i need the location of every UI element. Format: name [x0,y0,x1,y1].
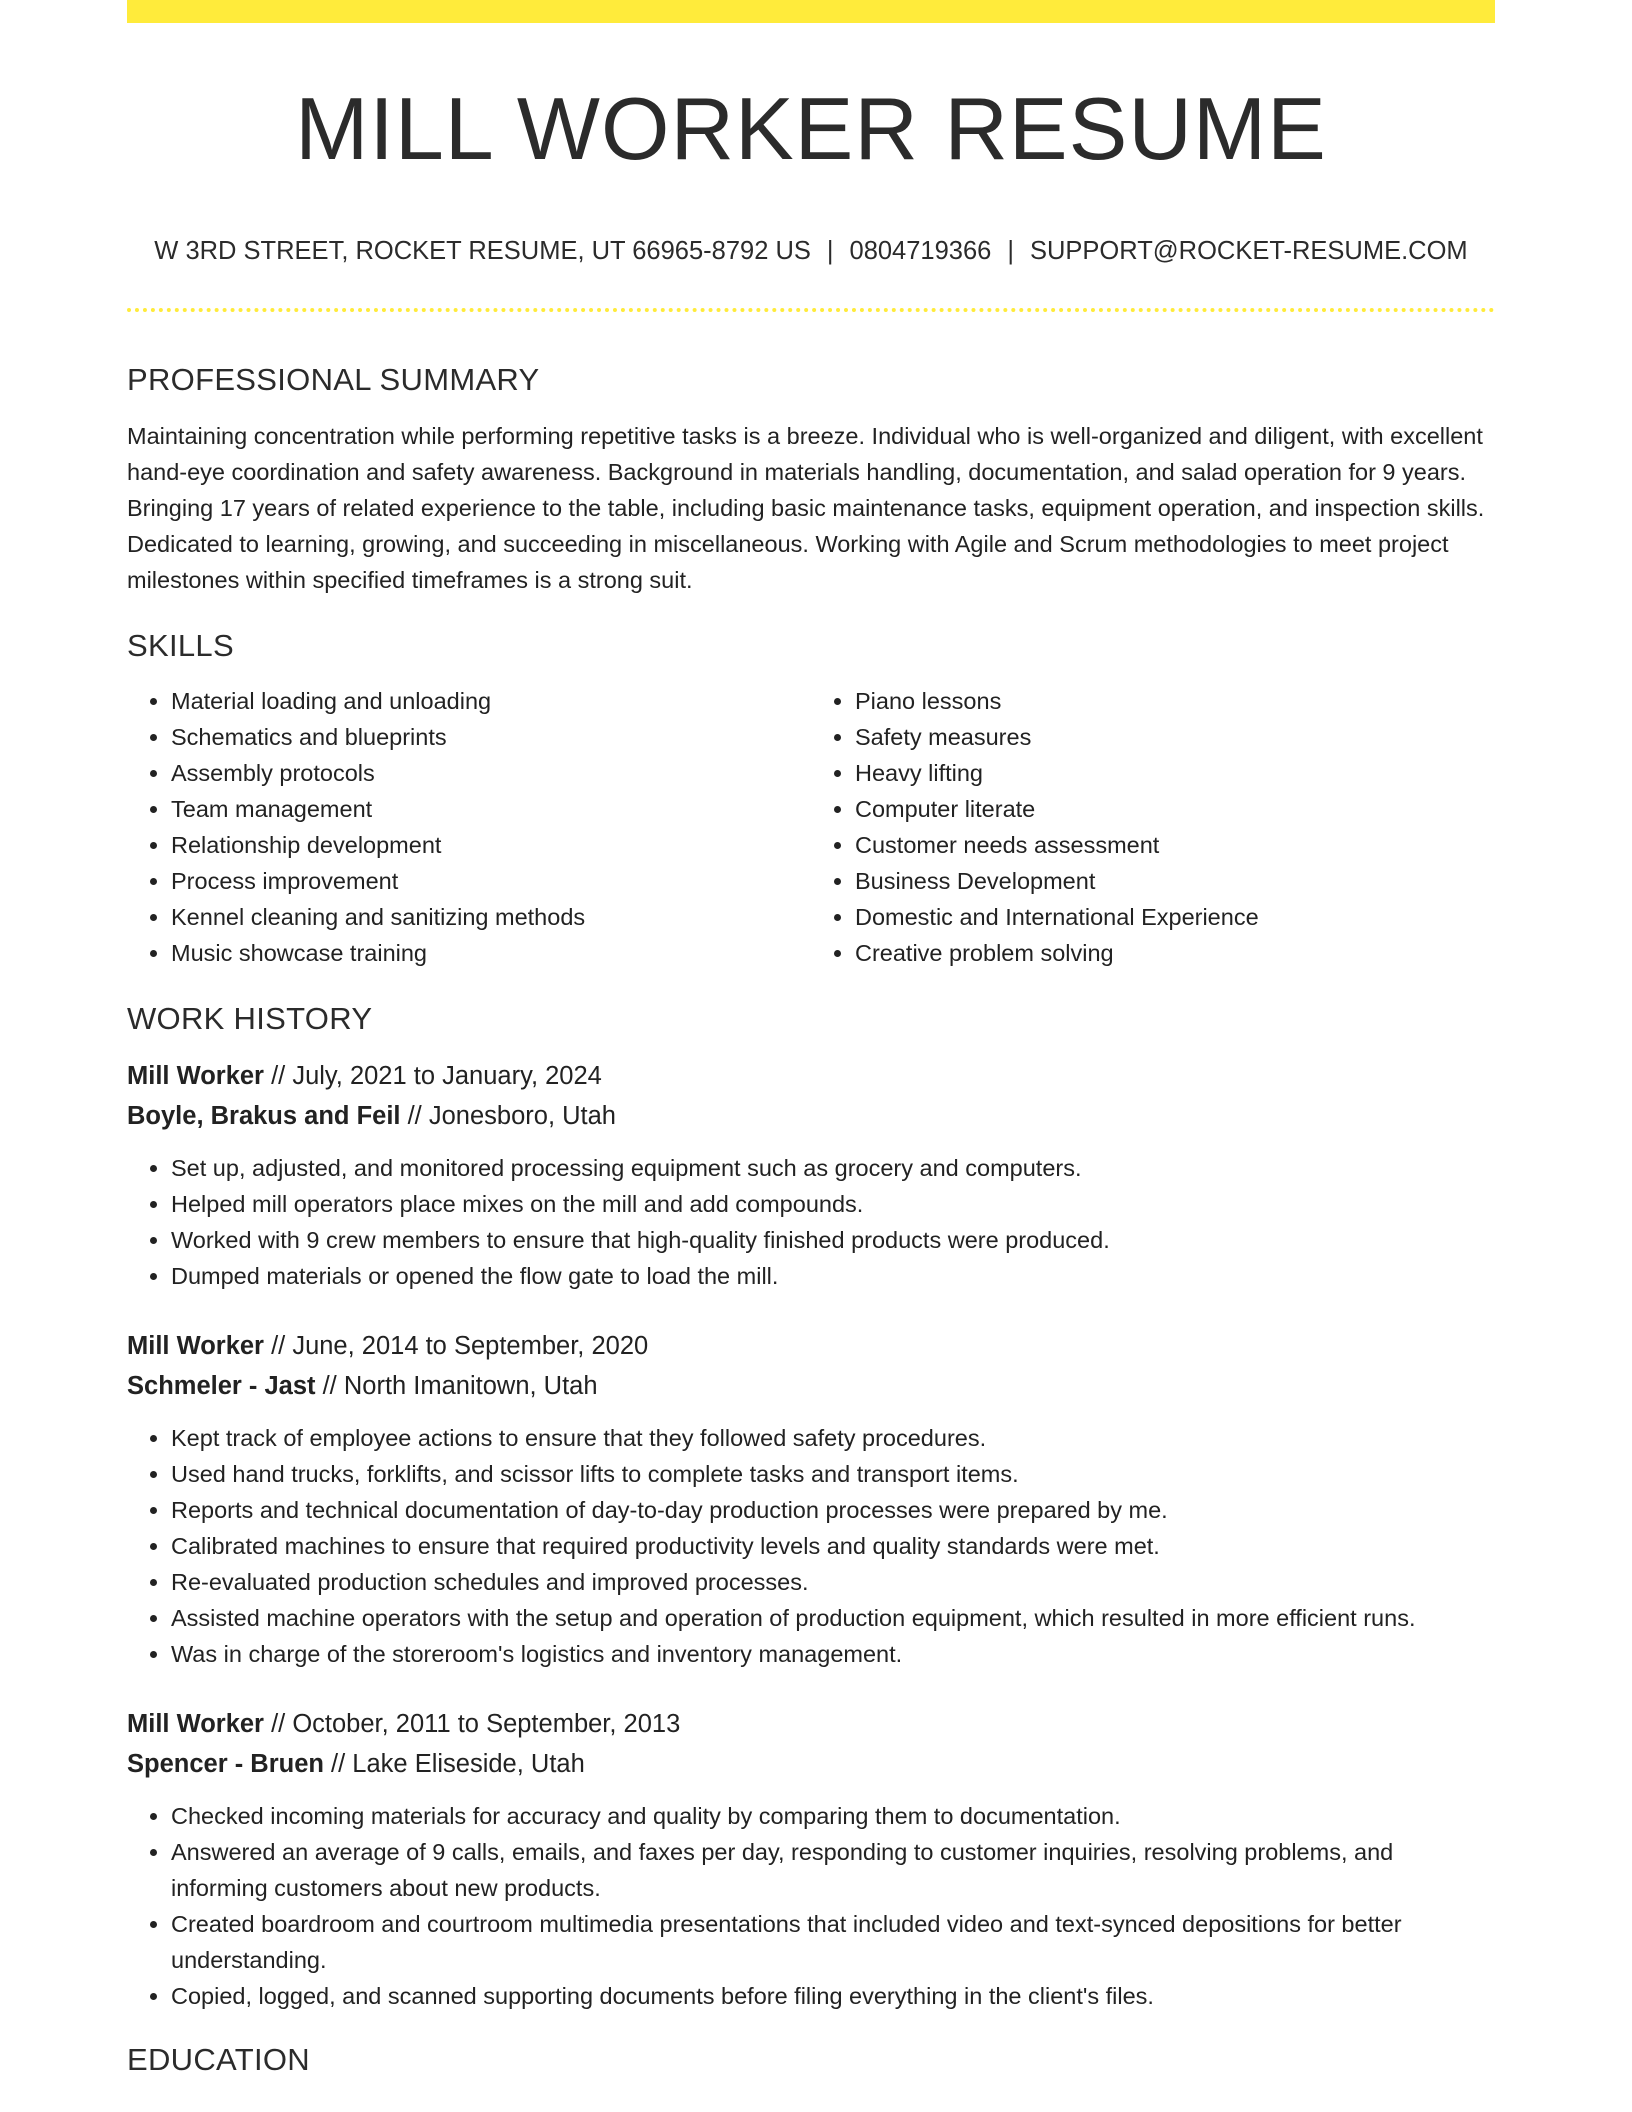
list-item: • Reports and technical documentation of day-to-day production processes were prepared by me. [171,1492,1495,1528]
list-item: • Material loading and unloading [171,683,811,719]
job-entry [127,1056,1495,1294]
list-item: • Used hand trucks, forklifts, and scissor lifts to complete tasks and transport items. [171,1456,1495,1492]
job-bullets [127,1150,1495,1294]
list-item: • Business Development [855,863,1495,899]
contact-separator: | [826,237,834,265]
job-entry [127,1326,1495,1672]
list-item: • Piano lessons [855,683,1495,719]
job-dates: // July, 2021 to January, 2024 [263,1061,602,1090]
phone-text: 0804719366 [849,237,992,265]
list-item: • Assembly protocols [171,755,811,791]
job-title-line [127,1056,1495,1096]
list-item: • Relationship development [171,827,811,863]
job-location: // North Imanitown, Utah [315,1371,598,1400]
job-title-line [127,1326,1495,1366]
contact-separator: | [1007,237,1014,265]
summary-heading: PROFESSIONAL SUMMARY [127,361,540,397]
dotted-divider [127,308,1495,312]
job-company-line [127,1366,1495,1406]
address-text: W 3RD STREET, ROCKET RESUME, UT 66965-8792 US [154,237,811,265]
job-bullets [127,1798,1495,2014]
resume-page [127,0,1495,2075]
list-item: • Helped mill operators place mixes on the mill and add compounds. [171,1186,1495,1222]
list-item: • Safety measures [855,719,1495,755]
list-item: • Heavy lifting [855,755,1495,791]
job-company-line [127,1096,1495,1136]
job-location: // Lake Eliseside, Utah [323,1749,585,1778]
education-heading: EDUCATION [127,2041,310,2077]
list-item: • Worked with 9 crew members to ensure that high-quality finished products were produced. [171,1222,1495,1258]
list-item: • Copied, logged, and scanned supporting documents before filing everything in the client's files. [171,1978,1495,2014]
list-item: • Creative problem solving [855,935,1495,971]
resume-title: MILL WORKER RESUME [295,79,1327,178]
job-dates: // June, 2014 to September, 2020 [263,1331,649,1360]
work-history-heading: WORK HISTORY [127,1000,373,1036]
job-role: Mill Worker [127,1709,264,1738]
job-company-line [127,1744,1495,1784]
list-item: • Created boardroom and courtroom multimedia presentations that included video and text-synced depositions for better understanding. [171,1906,1495,1978]
email-link[interactable]: SUPPORT@ROCKET-RESUME.COM [1029,237,1468,265]
list-item: • Set up, adjusted, and monitored processing equipment such as grocery and computers. [171,1150,1495,1186]
list-item: • Assisted machine operators with the setup and operation of production equipment, which resulted in more efficient runs. [171,1600,1495,1636]
top-accent-bar [127,0,1495,23]
list-item: • Customer needs assessment [855,827,1495,863]
summary-text: Maintaining concentration while performing repetitive tasks is a breeze. Individual who is well-organized and diligent, with excellent hand-eye coordination and safety awareness. Background in materials handling, documentation, and salad operation for 9 years. Bringing 17 years of related experience to the table, including basic maintenance tasks, equipment operation, and inspection skills. Dedicated to learning, growing, and succeeding in miscellaneous. Working with Agile and Scrum methodologies to meet project milestones within specified timeframes is a strong suit. [127,422,1485,593]
skills-list-left [127,683,811,971]
list-item: • Answered an average of 9 calls, emails, and faxes per day, responding to customer inquiries, resolving problems, and informing customers about new products. [171,1834,1495,1906]
list-item: • Calibrated machines to ensure that required productivity levels and quality standards were met. [171,1528,1495,1564]
list-item: • Checked incoming materials for accuracy and quality by comparing them to documentation. [171,1798,1495,1834]
job-company: Spencer - Bruen [127,1749,324,1778]
job-role: Mill Worker [127,1061,264,1090]
job-location: // Jonesboro, Utah [400,1101,616,1130]
list-item: • Music showcase training [171,935,811,971]
list-item: • Team management [171,791,811,827]
list-item: • Kept track of employee actions to ensure that they followed safety procedures. [171,1420,1495,1456]
list-item: • Domestic and International Experience [855,899,1495,935]
list-item: • Was in charge of the storeroom's logistics and inventory management. [171,1636,1495,1672]
list-item: • Computer literate [855,791,1495,827]
list-item: • Schematics and blueprints [171,719,811,755]
job-bullets [127,1420,1495,1672]
job-title-line [127,1704,1495,1744]
work-history-list [127,1056,1495,2014]
list-item: • Process improvement [171,863,811,899]
job-company: Boyle, Brakus and Feil [127,1101,401,1130]
skills-list-right [811,683,1495,971]
contact-line [127,239,1495,265]
list-item: • Kennel cleaning and sanitizing methods [171,899,811,935]
skills-columns [127,683,1495,971]
job-role: Mill Worker [127,1331,264,1360]
job-company: Schmeler - Jast [127,1371,316,1400]
skills-heading: SKILLS [127,627,234,663]
job-entry [127,1704,1495,2014]
job-dates: // October, 2011 to September, 2013 [263,1709,681,1738]
list-item: • Dumped materials or opened the flow gate to load the mill. [171,1258,1495,1294]
list-item: • Re-evaluated production schedules and improved processes. [171,1564,1495,1600]
